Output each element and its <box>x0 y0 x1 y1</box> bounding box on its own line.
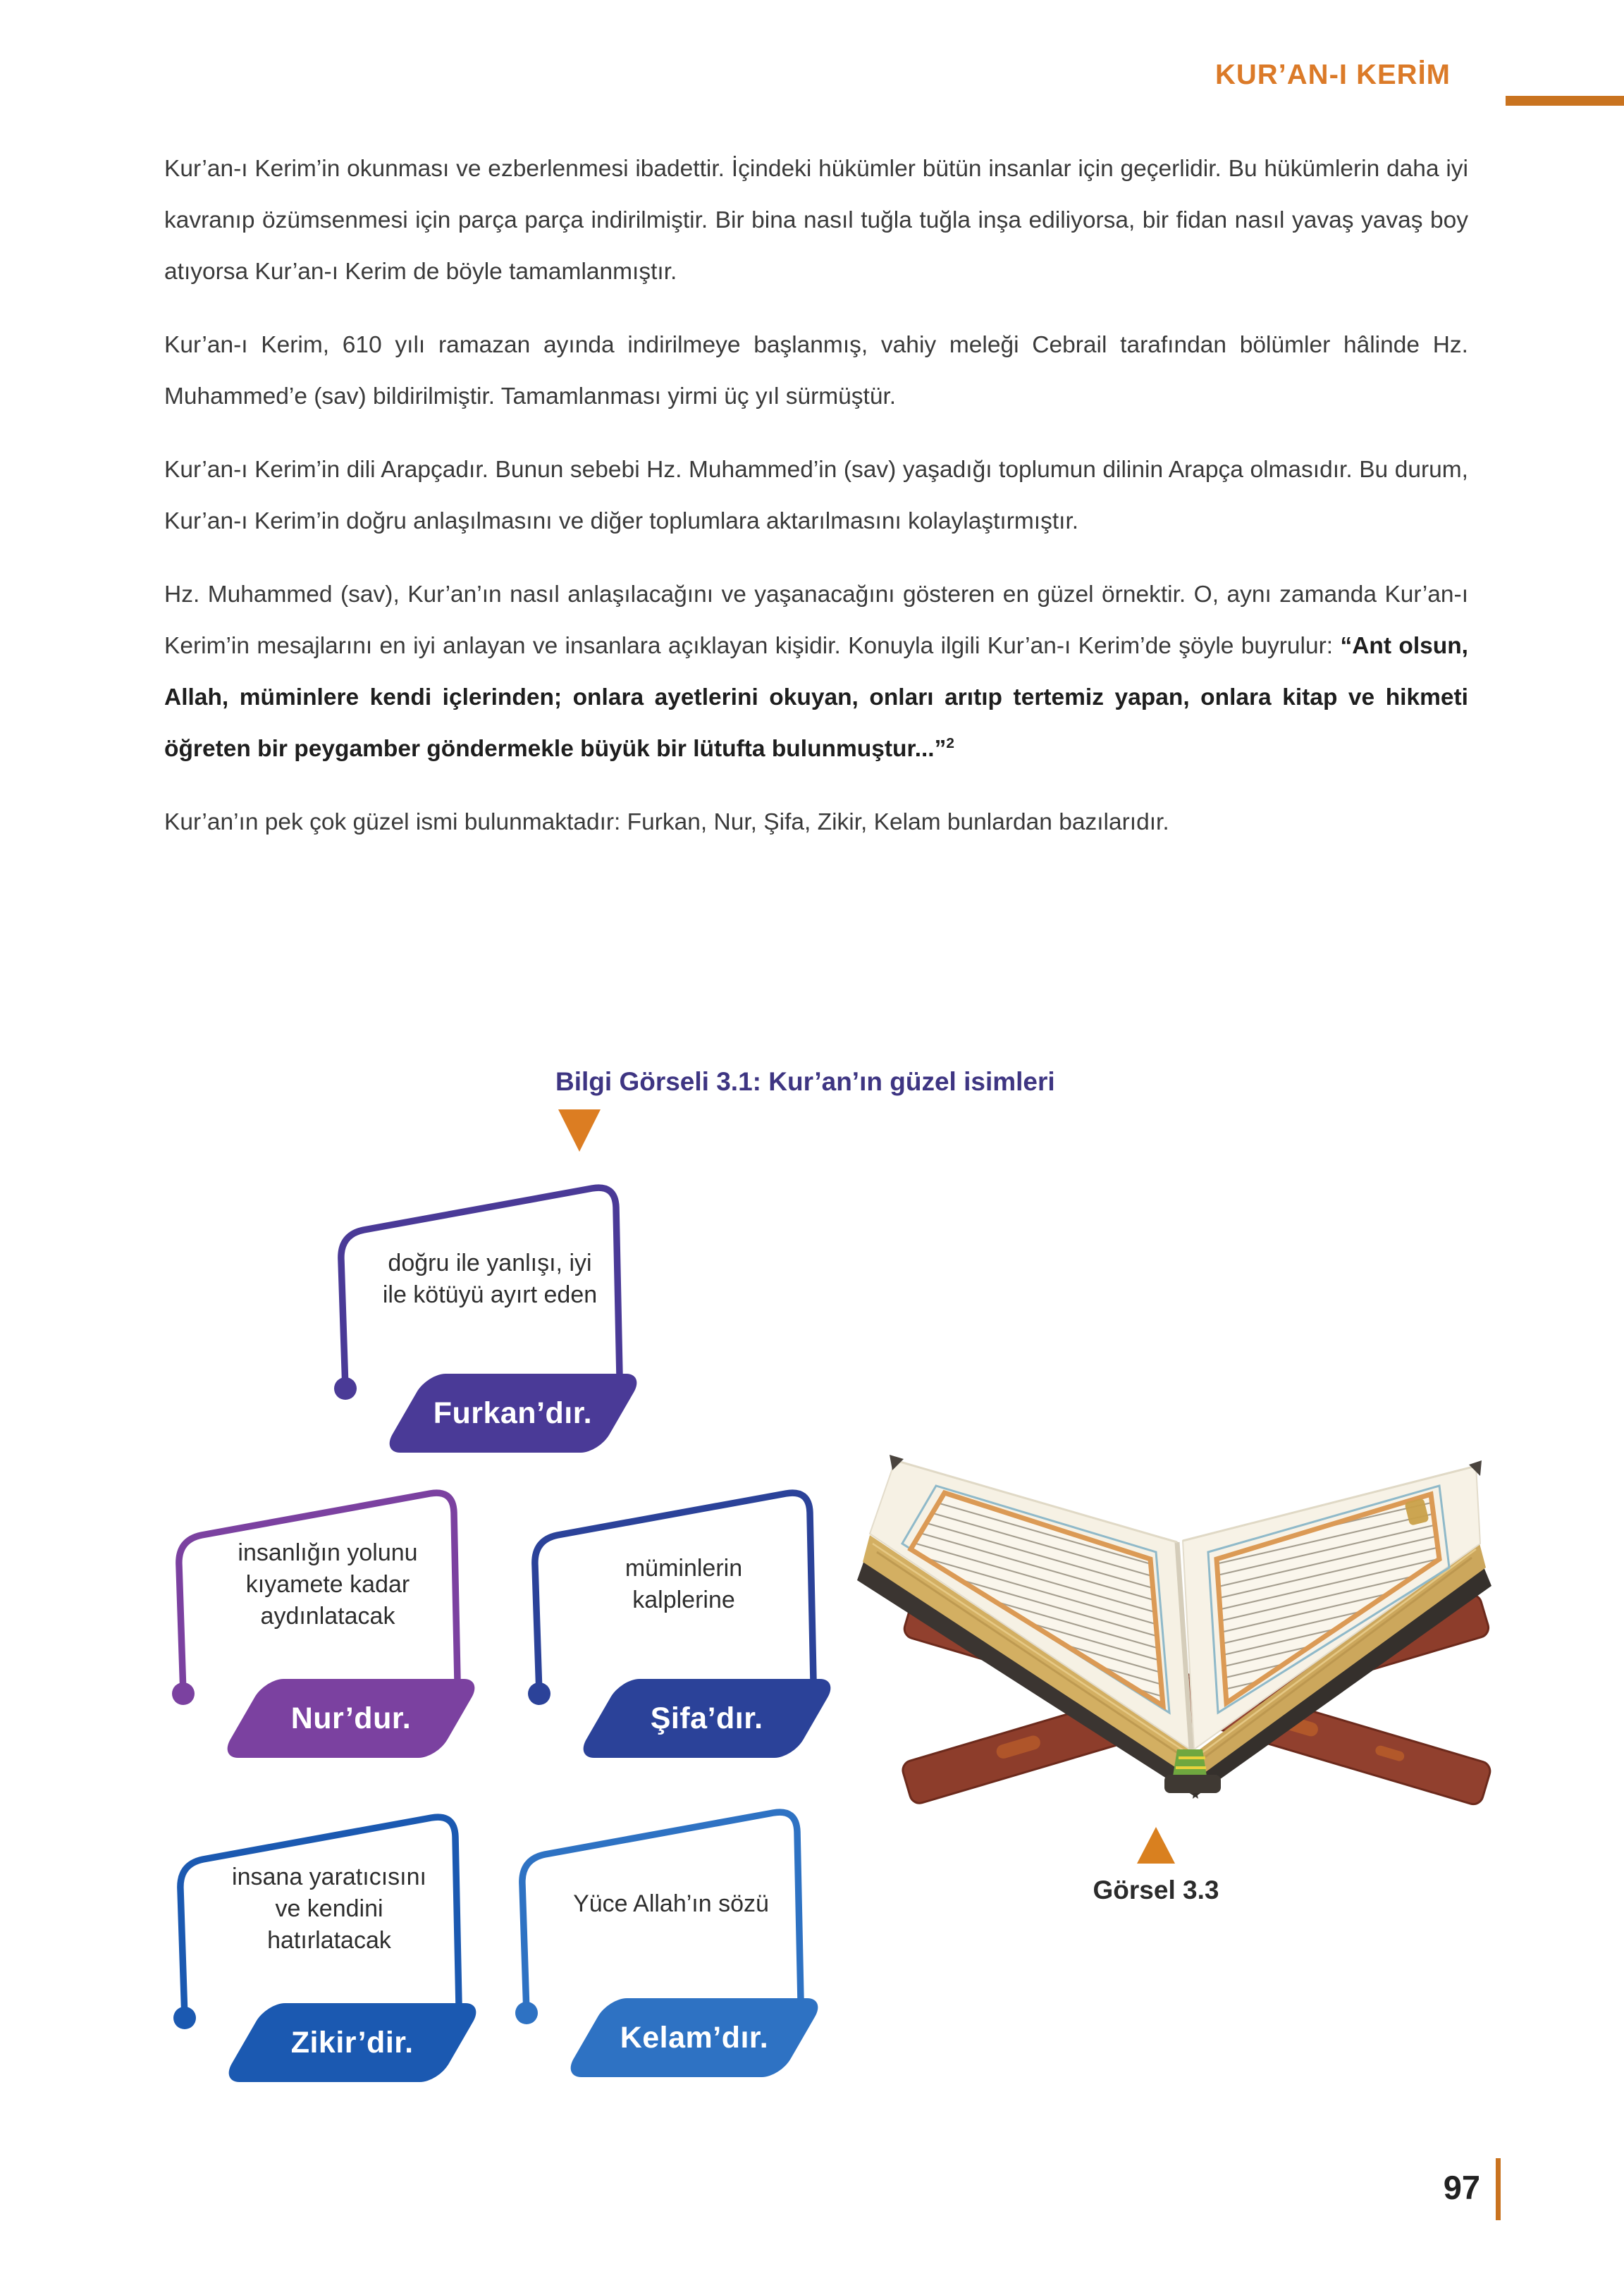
page-number-rule <box>1496 2158 1501 2220</box>
paragraph: Kur’an’ın pek çok güzel ismi bulunmaktadır: Furkan, Nur, Şifa, Zikir, Kelam bunlardan bazılarıdır. <box>164 809 1169 835</box>
body-text <box>164 143 1468 870</box>
card-description: müminlerin kalplerine <box>625 1555 743 1613</box>
card-name-label: Şifa’dır. <box>651 1701 763 1735</box>
name-card-zikir <box>162 1794 490 2086</box>
paragraph: Kur’an-ı Kerim’in dili Arapçadır. Bunun sebebi Hz. Muhammed’in (sav) yaşadığı toplumun dilinin Arapça olmasıdır. Bu durum, Kur’an-ı Kerim’in doğru anlaşılmasını ve diğer toplumlara aktarılmasını kolaylaştırmıştır. <box>164 457 1468 534</box>
triangle-up-icon <box>1137 1827 1175 1864</box>
page-number: 97 <box>1443 2169 1480 2206</box>
quran-photo <box>846 1424 1501 1808</box>
paragraph-text: Hz. Muhammed (sav), Kur’an’ın nasıl anlaşılacağını ve yaşanacağını gösteren en güzel örnektir. O, aynı zamanda Kur’an-ı Kerim’in mesajlarını en iyi anlayan ve insanlara açıklayan kişidir. Konuyla ilgili Kur’an-ı Kerim’de şöyle buyrulur: <box>164 581 1468 659</box>
paragraph: Kur’an-ı Kerim, 610 yılı ramazan ayında indirilmeye başlanmış, vahiy meleği Cebrail tarafından bölümler hâlinde Hz. Muhammed’e (sav) bildirilmiştir. Tamamlanması yirmi üç yıl sürmüştür. <box>164 332 1468 410</box>
card-description: insanlığın yolunu kıyamete kadar aydınlatacak <box>238 1539 418 1630</box>
triangle-down-icon <box>558 1109 601 1152</box>
paragraph-with-quote <box>164 569 1468 775</box>
figure-caption <box>1026 1827 1286 1905</box>
infographic-title: Bilgi Görseli 3.1: Kur’an’ın güzel isimleri <box>555 1067 1055 1096</box>
name-card-kelam <box>504 1789 832 2081</box>
header-rule <box>1506 96 1624 106</box>
card-name-label: Nur’dur. <box>290 1701 412 1735</box>
card-name-label: Kelam’dır. <box>620 2020 769 2055</box>
name-card-furkan <box>323 1164 651 1457</box>
quran-on-stand-illustration <box>846 1424 1501 1808</box>
name-card-sifa <box>517 1470 844 1762</box>
card-description: insana yaratıcısını ve kendini hatırlatacak <box>232 1863 426 1954</box>
paragraph: Kur’an-ı Kerim’in okunması ve ezberlenmesi ibadettir. İçindeki hükümler bütün insanlar için geçerlidir. Bu hükümlerin daha iyi kavranıp özümsenmesi için parça parça indirilmiştir. Bir bina nasıl tuğla tuğla inşa ediliyorsa, bir fidan nasıl yavaş yavaş boy atıyorsa Kur’an-ı Kerim de böyle tamamlanmıştır. <box>164 156 1468 285</box>
figure-label: Görsel 3.3 <box>1093 1876 1219 1904</box>
card-description: Yüce Allah’ın sözü <box>573 1890 769 1917</box>
quote-text: “Ant olsun, Allah, müminlere kendi içlerinden; onlara ayetlerini okuyan, onları arıtıp tertemiz yapan, onlara kitap ve hikmeti öğreten bir peygamber göndermekle büyük bir lütufta bulunmuştur...”$^2$ <box>164 633 1468 762</box>
card-description: doğru ile yanlışı, iyi ile kötüyü ayırt eden <box>382 1250 598 1308</box>
name-card-nur <box>161 1470 488 1762</box>
chapter-header: KUR’AN-I KERİM <box>1215 59 1451 90</box>
card-name-label: Zikir’dir. <box>291 2025 414 2060</box>
card-name-label: Furkan’dır. <box>433 1396 593 1430</box>
footnote-marker: 2 <box>946 734 954 751</box>
